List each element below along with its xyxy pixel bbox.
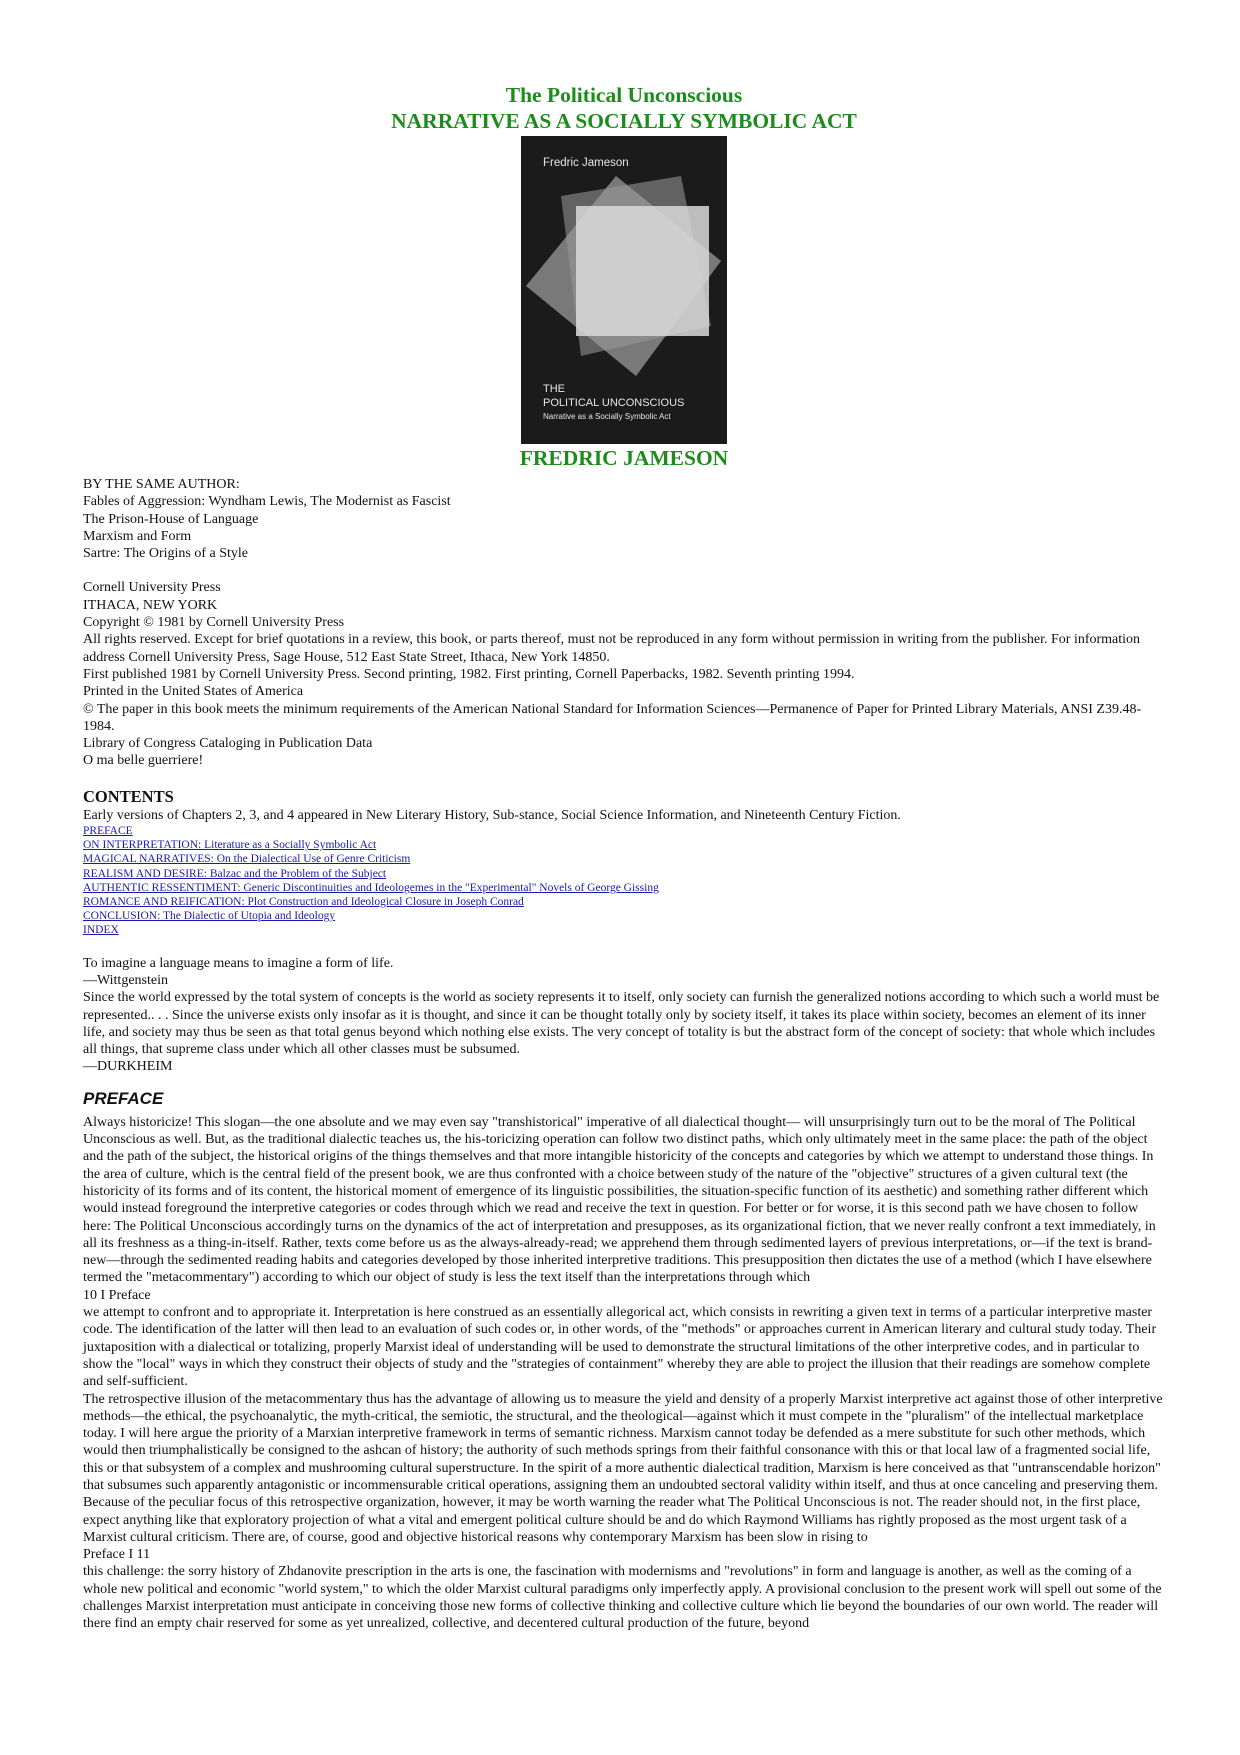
preface-paragraph: we attempt to confront and to appropriate it. Interpretation is here construed as an essentially allegorical act, which consists in rewriting a given text in terms of a particular interpretive master code. The identification of the latter will then lead to an evaluation of such codes or, in other words, of the "methods" or approaches current in American literary and cultural study today. Their juxtaposition with a dialectical or totalizing, properly Marxist ideal of understanding will be used to demonstrate the structural limitations of the other interpretive codes, and in particular to show the "local" ways in which they construct their objects of study and the "strategies of containment" whereby they are able to project the illusion that their readings are somehow complete and self-sufficient. xyxy=(83,1305,1157,1390)
copyright-line: Copyright © 1981 by Cornell University Press xyxy=(83,615,345,631)
toc-link-index[interactable]: INDEX xyxy=(83,924,119,937)
preface-paragraph: The retrospective illusion of the metacommentary thus has the advantage of allowing us to measure the yield and density of a properly Marxist interpretive act against those of other interpretive methods—the ethical, the psychoanalytic, the myth-critical, the semiotic, the structural, and the theological—against which it must compete in the "pluralism" of the intellectual marketplace today. I will here argue the priority of a Marxian interpretive framework in terms of semantic richness. Marxism cannot today be defended as a mere substitute for such other methods, which would then triumphalistically be consigned to the ashcan of history; the authority of such methods springs from their faithful consonance with this or that local law of a fragmented social life, this or that subsystem of a complex and mushrooming cultural superstructure. In the spirit of a more authentic dialectical tradition, Marxism is here conceived as that "untranscendable horizon" that subsumes such apparently antagonistic or incommensurable critical operations, assigning them an undoubted sectoral validity within itself, and thus at once canceling and preserving them. xyxy=(83,1391,1163,1493)
preface-section xyxy=(83,1088,1165,1633)
toc-link-romance-and-reification[interactable]: ROMANCE AND REIFICATION: Plot Construction and Ideological Closure in Joseph Conrad xyxy=(83,896,524,909)
toc-link-conclusion[interactable]: CONCLUSION: The Dialectic of Utopia and Ideology xyxy=(83,910,336,923)
book-list-item: Sartre: The Origins of a Style xyxy=(83,546,248,562)
contents-section xyxy=(83,787,1165,938)
cover-author: Fredric Jameson xyxy=(543,157,629,169)
preface-paragraph: Because of the peculiar focus of this retrospective organization, however, it may be worth warning the reader what The Political Unconscious is not. The reader should not, in the first place, expect anything like that exploratory projection of what a vital and emergent political culture should be and do which Raymond Williams has rightly proposed as the most urgent task of a Marxist cultural criticism. There are, of course, good and objective historical reasons why contemporary Marxism has been slow in rising to xyxy=(83,1495,1141,1545)
preface-paragraph: this challenge: the sorry history of Zhdanovite prescription in the arts is one, the fascination with modernisms and "revolutions" in form and language is another, as well as the coming of a whole new political and economic "world system," to which the older Marxist cultural paradigms only imperfectly apply. A provisional conclusion to the present work will spell out some of the challenges Marxist interpretation must anticipate in conceiving those new forms of collective thinking and collective culture which lie beyond the boundaries of our own world. The reader will there find an empty chair reserved for some as yet unrealized, collective, and decentered cultural production of the future, beyond xyxy=(83,1564,1162,1632)
spacer xyxy=(83,938,1165,955)
printed-in: Printed in the United States of America xyxy=(83,684,304,700)
cover-art xyxy=(521,136,727,444)
epigraphs-section xyxy=(83,955,1165,1076)
contents-note: Early versions of Chapters 2, 3, and 4 appeared in New Literary History, Sub-stance, Social Science Information, and Nineteenth Century Fiction. xyxy=(83,807,901,823)
toc-link-preface[interactable]: PREFACE xyxy=(83,825,133,838)
toc-link-on-interpretation[interactable]: ON INTERPRETATION: Literature as a Socially Symbolic Act xyxy=(83,839,377,852)
by-same-author-section xyxy=(83,476,1165,562)
preface-heading: PREFACE xyxy=(83,1088,164,1108)
page-running-header: Preface I 11 xyxy=(83,1547,151,1563)
contents-heading: CONTENTS xyxy=(83,786,174,806)
publisher-location: ITHACA, NEW YORK xyxy=(83,597,218,613)
publication-info-section xyxy=(83,579,1165,769)
epigraph-attribution: —DURKHEIM xyxy=(83,1059,173,1075)
book-title: The Political Unconscious xyxy=(505,83,743,107)
book-list-item: Marxism and Form xyxy=(83,528,192,544)
cover-container xyxy=(83,136,1165,444)
page-running-header: 10 I Preface xyxy=(83,1287,151,1303)
preface-paragraph: Always historicize! This slogan—the one absolute and we may even say "transhistorical" imperative of all dialectical thought— will unsurprisingly turn out to be the moral of The Political Unconscious as well. But, as the traditional dialectic teaches us, the his-toricizing operation can follow two distinct paths, which only ultimately meet in the same place: the path of the object and the path of the subject, the historical origins of the things themselves and that more intangible historicity of the concepts and categories by which we attempt to understand those things. In the area of culture, which is the central field of the present book, we are thus confronted with a choice between study of the nature of the "objective" structures of a given cultural text (the historicity of its forms and of its content, the historical moment of emergence of its linguistic possibilities, the situation-specific function of its aesthetic) and something rather different which would instead foreground the interpretive categories or codes through which we read and receive the text in question. For better or for worse, it is this second path we have chosen to follow here: The Political Unconscious accordingly turns on the dynamics of the act of interpretation and presupposes, as its organizational fiction, that we never really confront a text immediately, in all its freshness as a thing-in-itself. Rather, texts come before us as the always-already-read; we apprehend them through sedimented layers of previous interpretations, or—if the text is brand-new—through the sedimented reading habits and categories developed by those inherited interpretive traditions. This presupposition then dictates the use of a method (which I have elsewhere termed the "metacommentary") according to which our object of study is less the text itself than the interpretations through which xyxy=(83,1114,1156,1286)
epigraph-quote: Since the world expressed by the total system of concepts is the world as society represents it to itself, only society can furnish the generalized notions according to which such a world must be represented.. . . Since the universe exists only insofar as it is thought, and since it can be thought totally only by society itself, it takes its place within society, becomes an element of its inner life, and society may thus be seen as that total genus beyond which nothing else exists. The very concept of totality is but the abstract form of the concept of society: that whole which includes all things, that supreme class under which all other classes must be subsumed. xyxy=(83,990,1160,1058)
toc-link-magical-narratives[interactable]: MAGICAL NARRATIVES: On the Dialectical Use of Genre Criticism xyxy=(83,853,411,866)
dedication: O ma belle guerriere! xyxy=(83,753,204,769)
by-same-author-heading: BY THE SAME AUTHOR: xyxy=(83,477,240,492)
epigraph-quote: To imagine a language means to imagine a form of life. xyxy=(83,955,394,971)
toc-link-realism-and-desire[interactable]: REALISM AND DESIRE: Balzac and the Problem of the Subject xyxy=(83,867,387,880)
spacer xyxy=(83,1076,1165,1088)
cataloging-data: Library of Congress Cataloging in Publication Data xyxy=(83,736,373,752)
cover-title-line2: POLITICAL UNCONSCIOUS xyxy=(543,397,685,409)
rights-statement: All rights reserved. Except for brief quotations in a review, this book, or parts thereof, must not be reproduced in any form without permission in writing from the publisher. For information address Cornell University Press, Sage House, 512 East State Street, Ithaca, New York 14850. xyxy=(83,632,1141,665)
book-list-item: The Prison-House of Language xyxy=(83,511,259,527)
cover-title-line1: THE xyxy=(543,383,565,395)
book-subtitle: NARRATIVE AS A SOCIALLY SYMBOLIC ACT xyxy=(391,109,857,133)
document-page xyxy=(83,82,1165,1633)
spacer xyxy=(83,562,1165,579)
table-of-contents xyxy=(83,824,1165,938)
publisher-name: Cornell University Press xyxy=(83,580,221,596)
toc-link-authentic-ressentiment[interactable]: AUTHENTIC RESSENTIMENT: Generic Discontinuities and Ideologemes in the "Experimental" Novels of George Gissing xyxy=(83,881,659,894)
printing-history: First published 1981 by Cornell University Press. Second printing, 1982. First printing, Cornell Paperbacks, 1982. Seventh printing 1994. xyxy=(83,666,855,682)
epigraph-attribution: —Wittgenstein xyxy=(83,972,168,988)
author-name: FREDRIC JAMESON xyxy=(519,446,729,470)
book-cover-image xyxy=(521,136,727,444)
cover-tagline: Narrative as a Socially Symbolic Act xyxy=(543,412,671,421)
spacer xyxy=(83,770,1165,787)
book-list-item: Fables of Aggression: Wyndham Lewis, The Modernist as Fascist xyxy=(83,494,451,510)
paper-standard: © The paper in this book meets the minimum requirements of the American National Standard for Information Sciences—Permanence of Paper for Printed Library Materials, ANSI Z39.48-1984. xyxy=(83,701,1142,734)
